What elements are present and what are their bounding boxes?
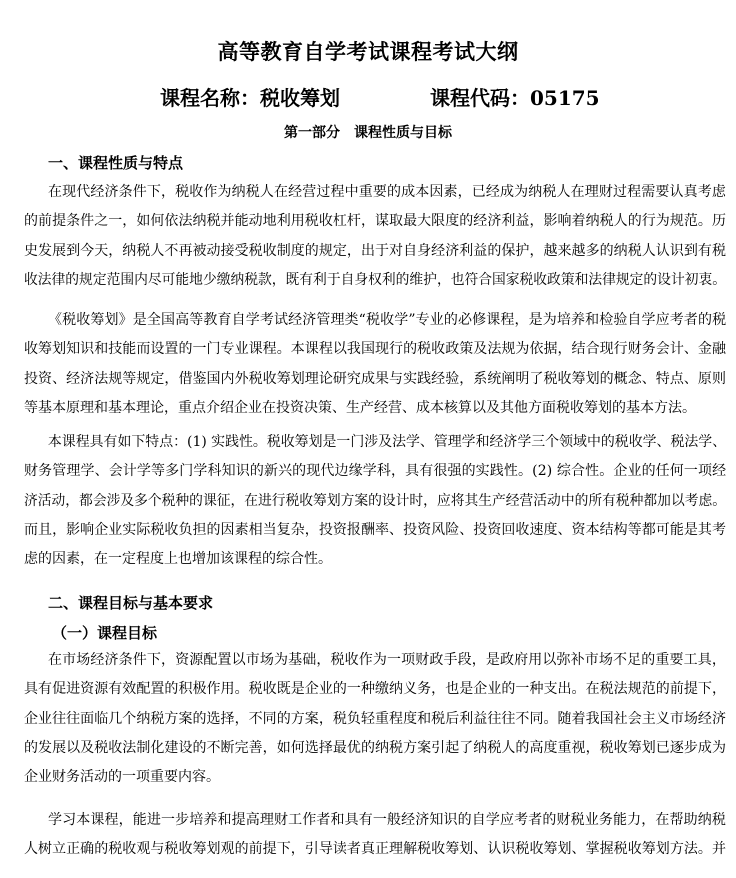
paragraph-line: 人树立正确的税收观与税收筹划观的前提下，引导读者真正理解税收筹划、认识税收筹划、掌握税收筹划方法。并 xyxy=(24,841,726,858)
paragraph-line: 虑的因素，在一定程度上也增加该课程的综合性。 xyxy=(24,551,332,568)
paragraph-line: 济活动，都会涉及多个税种的课征，在进行税收筹划方案的设计时，应将其生产经营活动中的所有税种都加以考虑。 xyxy=(24,492,727,509)
paragraph-line: 具有促进资源有效配置的积极作用。税收既是企业的一种缴纳义务，也是企业的一种支出。在税法规范的前提下， xyxy=(24,681,726,698)
paragraph-line: 收法律的规定范围内尽可能地少缴纳税款，既有利于自身权利的维护，也符合国家税收政策和法律规定的设计初衷。 xyxy=(24,271,727,288)
paragraph-line: 学习本课程，能进一步培养和提高理财工作者和具有一般经济知识的自学应考者的财税业务能力，在帮助纳税 xyxy=(48,812,726,828)
paragraph-3 xyxy=(24,428,726,574)
paragraph-line: 收筹划知识和技能而设置的一门专业课程。本课程以我国现行的税收政策及法规为依据，结合现行财务会计、金融 xyxy=(24,341,726,358)
part-title: 第一部分 课程性质与目标 xyxy=(284,125,452,141)
section-heading-goals: 二、课程目标与基本要求 xyxy=(48,594,214,612)
subsection-heading-goals: （一）课程目标 xyxy=(52,624,158,642)
paragraph-line: 在市场经济条件下，资源配置以市场为基础，税收作为一项财政手段，是政府用以弥补市场不足的重要工具， xyxy=(48,652,726,668)
document-title: 高等教育自学考试课程考试大纲 xyxy=(217,39,519,64)
paragraph-line: 在现代经济条件下，税收作为纳税人在经营过程中重要的成本因素，已经成为纳税人在理财过程需要认真考虑 xyxy=(48,184,726,200)
paragraph-line: 史发展到今天，纳税人不再被动接受税收制度的规定，出于对自身经济利益的保护，越来越多的纳税人认识到有税 xyxy=(24,242,726,259)
paragraph-5 xyxy=(24,806,726,865)
paragraph-line: 而且，影响企业实际税收负担的因素相当复杂，投资报酬率、投资风险、投资回收速度、资本结构等都可能是其考 xyxy=(24,521,726,538)
paragraph-4 xyxy=(24,646,726,792)
paragraph-line: 等基本原理和基本理论，重点介绍企业在投资决策、生产经营、成本核算以及其他方面税收筹划的基本方法。 xyxy=(24,399,696,416)
section-heading-nature: 一、课程性质与特点 xyxy=(48,154,184,172)
paragraph-line: 投资、经济法规等规定，借鉴国内外税收筹划理论研究成果与实践经验，系统阐明了税收筹划的概念、特点、原则 xyxy=(24,370,726,387)
paragraph-line: 《税收筹划》是全国高等教育自学考试经济管理类“税收学”专业的必修课程，是为培养和检验自学应考者的税 xyxy=(48,312,727,328)
paragraph-line: 的发展以及税收法制化建设的不断完善，如何选择最优的纳税方案引起了纳税人的高度重视，税收筹划已逐步成为 xyxy=(24,739,726,756)
paragraph-line: 本课程具有如下特点：(1) 实践性。税收筹划是一门涉及法学、管理学和经济学三个领域中的税收学、税法学、 xyxy=(47,434,727,450)
paragraph-line: 的前提条件之一，如何依法纳税并能动地利用税收杠杆，谋取最大限度的经济利益，影响着纳税人的行为规范。历 xyxy=(24,213,726,230)
paragraph-line: 企业财务活动的一项重要内容。 xyxy=(24,769,220,786)
course-name: 课程名称：税收筹划 xyxy=(160,86,340,110)
paragraph-2 xyxy=(24,306,726,423)
paragraph-1 xyxy=(24,178,726,295)
course-code: 课程代码：05175 xyxy=(430,86,600,110)
paragraph-line: 企业往往面临几个纳税方案的选择，不同的方案，税负轻重程度和税后利益往往不同。随着我国社会主义市场经济 xyxy=(24,710,726,727)
paragraph-line: 财务管理学、会计学等多门学科知识的新兴的现代边缘学科，具有很强的实践性。(2) 综合性。企业的任何一项经 xyxy=(24,463,727,480)
